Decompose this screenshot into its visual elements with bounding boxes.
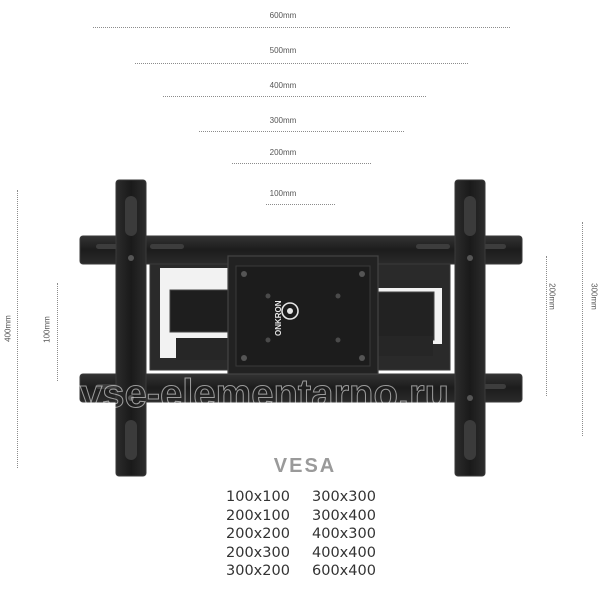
vesa-size: 300x300 xyxy=(312,489,376,505)
vesa-size: 200x200 xyxy=(226,526,290,542)
left-vertical-arm xyxy=(116,180,146,476)
dimension-label: 500mm xyxy=(269,46,297,55)
center-plate xyxy=(228,256,378,374)
vesa-size: 300x400 xyxy=(312,507,376,524)
vesa-size: 300x200 xyxy=(226,563,290,579)
dimension-label: 400mm xyxy=(3,315,13,342)
dimension-label: 300mm xyxy=(589,283,599,310)
vesa-size: 600x400 xyxy=(312,563,376,579)
brand-name: ONKRON xyxy=(274,300,283,336)
dimension-label: 400mm xyxy=(269,81,297,90)
vesa-size: 200x100 xyxy=(226,507,290,524)
vesa-list-col2 xyxy=(312,488,376,581)
vesa-title: VESA xyxy=(273,455,337,477)
right-vertical-arm xyxy=(455,180,485,476)
dimension-label: 100mm xyxy=(269,189,297,198)
dimension-label: 200mm xyxy=(547,283,557,310)
dimension-label: 600mm xyxy=(269,11,297,20)
vesa-size: 200x300 xyxy=(226,544,290,561)
dimension-label: 100mm xyxy=(42,316,52,343)
vesa-size: 100x100 xyxy=(226,489,290,505)
vesa-size: 400x300 xyxy=(312,526,376,542)
dimension-label: 300mm xyxy=(269,116,297,125)
dimension-label: 200mm xyxy=(269,148,297,157)
vesa-size: 400x400 xyxy=(312,544,376,561)
vesa-list-col1 xyxy=(226,488,290,581)
